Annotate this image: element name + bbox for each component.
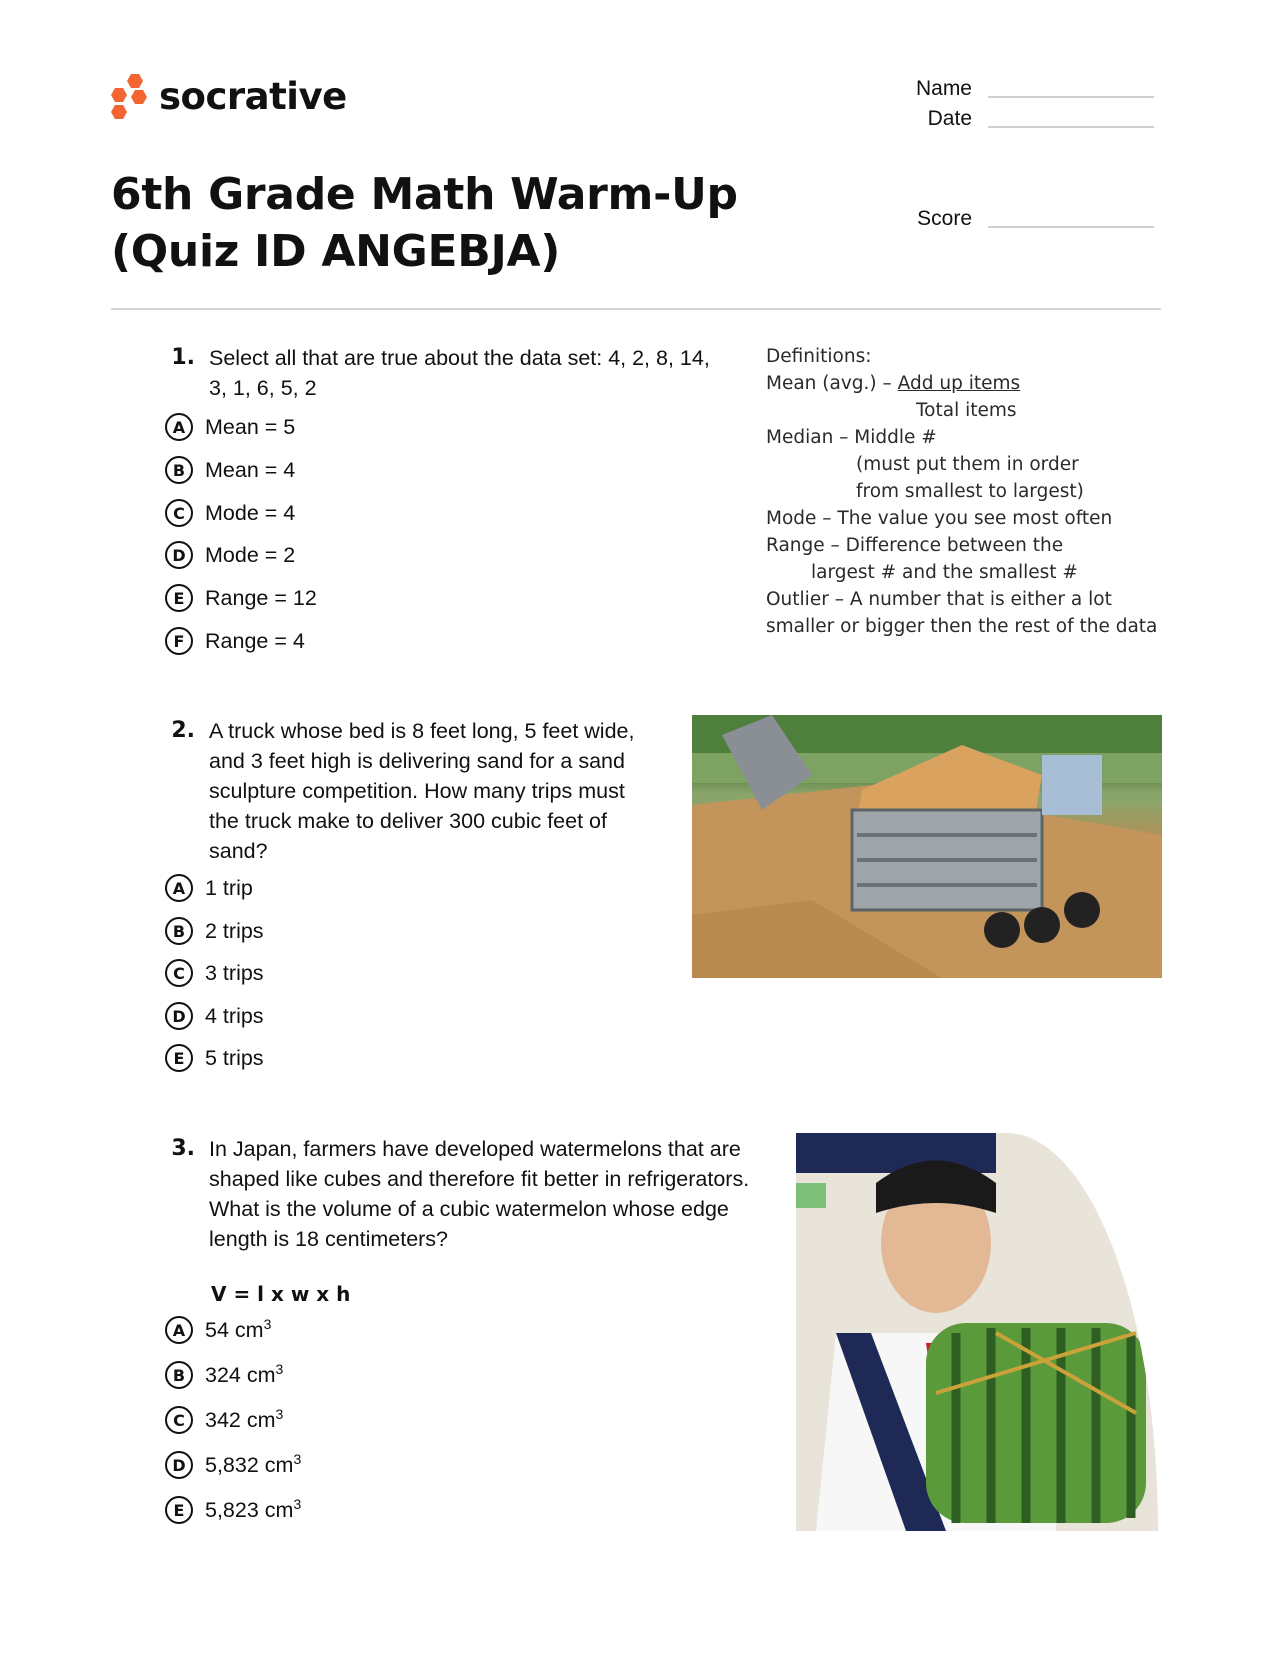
option-label: 3 trips (205, 960, 264, 985)
hexagon-cluster-icon (111, 72, 149, 120)
option-label: 4 trips (205, 1003, 264, 1028)
watermelon-illustration (796, 1133, 1158, 1531)
option-e[interactable] (165, 1041, 264, 1075)
option-bubble[interactable]: F (165, 627, 193, 655)
option-label: Mean = 5 (205, 414, 296, 439)
option-c[interactable] (165, 496, 317, 530)
mean-term: Mean (avg.) – (766, 373, 898, 394)
option-bubble[interactable]: A (165, 413, 193, 441)
page-title: 6th Grade Math Warm-Up (Quiz ID ANGEBJA) (111, 169, 738, 277)
option-bubble[interactable]: C (165, 959, 193, 987)
option-bubble[interactable]: D (165, 541, 193, 569)
option-label: Range = 4 (205, 628, 305, 653)
question-text: A truck whose bed is 8 feet long, 5 feet wide, and 3 feet high is delivering sand for a sand sculpture competition. How many trips must the truck make to deliver 300 cubic feet of sand? (209, 719, 635, 863)
option-bubble[interactable]: C (165, 499, 193, 527)
option-label: 54 $cm^3$ (205, 1316, 272, 1343)
mean-numerator: Add up items (897, 373, 1021, 394)
option-bubble[interactable]: C (165, 1406, 193, 1434)
question-number: 3. (171, 1136, 195, 1161)
median-note-1: (must put them in order (856, 454, 1079, 475)
question-text: In Japan, farmers have developed watermelons that are shaped like cubes and therefore fit better in refrigerators. What is the volume of a cubic watermelon whose edge length is 18 centimeters? (209, 1137, 750, 1251)
option-bubble[interactable]: B (165, 917, 193, 945)
question-text: Select all that are true about the data set: 4, 2, 8, 14, 3, 1, 6, 5, 2 (209, 346, 710, 400)
definitions-image (766, 343, 1166, 640)
option-a[interactable] (165, 410, 317, 444)
option-bubble[interactable]: E (165, 584, 193, 612)
option-f[interactable] (165, 624, 317, 658)
definition-mode: Mode – The value you see most often (766, 508, 1113, 529)
option-bubble[interactable]: D (165, 1002, 193, 1030)
definition-outlier: Outlier – A number that is either a lot (766, 589, 1112, 610)
option-bubble[interactable]: B (165, 456, 193, 484)
definition-outlier-cont: smaller or bigger then the rest of the data (766, 616, 1158, 637)
question-2-options (165, 871, 264, 1075)
question-number: 2. (171, 718, 195, 743)
option-bubble[interactable]: B (165, 1361, 193, 1389)
name-field[interactable] (902, 78, 1154, 99)
volume-formula: V = l x w x h (211, 1282, 351, 1306)
question-1 (165, 343, 735, 403)
option-label: 324 $cm^3$ (205, 1361, 284, 1388)
option-label: Range = 12 (205, 585, 317, 610)
truck-illustration (692, 715, 1162, 978)
option-bubble[interactable]: E (165, 1044, 193, 1072)
name-input-line[interactable] (988, 96, 1154, 98)
mean-denominator: Total items (916, 400, 1017, 421)
question-1-options (165, 410, 317, 658)
option-label: 5,823 $cm^3$ (205, 1496, 302, 1523)
option-c[interactable] (165, 956, 264, 990)
question-3-options (165, 1313, 301, 1527)
brand-name: socrative (159, 74, 347, 118)
option-b[interactable] (165, 914, 264, 948)
definition-range: Range – Difference between the (766, 535, 1064, 556)
definitions-heading: Definitions: (766, 346, 872, 367)
median-note-2: from smallest to largest) (856, 481, 1084, 502)
score-input-line[interactable] (988, 226, 1154, 228)
option-a[interactable] (165, 871, 264, 905)
option-label: 5,832 $cm^3$ (205, 1451, 302, 1478)
option-label: Mean = 4 (205, 457, 296, 482)
option-bubble[interactable]: A (165, 874, 193, 902)
option-bubble[interactable]: D (165, 1451, 193, 1479)
option-bubble[interactable]: A (165, 1316, 193, 1344)
question-3 (165, 1134, 785, 1306)
question-2 (165, 716, 665, 866)
dump-truck-photo (692, 715, 1162, 978)
header-divider (111, 308, 1161, 310)
option-a[interactable] (165, 1313, 301, 1347)
score-label: Score (917, 207, 972, 230)
socrative-logo (111, 72, 347, 120)
definition-range-cont: largest # and the smallest # (811, 562, 1078, 583)
option-label: Mode = 4 (205, 500, 296, 525)
option-b[interactable] (165, 453, 317, 487)
score-field[interactable] (902, 208, 1154, 229)
definition-median: Median – Middle # (766, 427, 937, 448)
option-label: Mode = 2 (205, 542, 296, 567)
option-e[interactable] (165, 581, 317, 615)
option-label: 5 trips (205, 1045, 264, 1070)
cubic-watermelon-photo (796, 1133, 1158, 1531)
question-number: 1. (171, 345, 195, 370)
name-label: Name (915, 77, 972, 100)
option-label: 2 trips (205, 918, 264, 943)
definition-mean (766, 370, 1166, 397)
option-bubble[interactable]: E (165, 1496, 193, 1524)
option-label: 342 $cm^3$ (205, 1406, 284, 1433)
option-d[interactable] (165, 538, 317, 572)
option-d[interactable] (165, 1448, 301, 1482)
option-label: 1 trip (205, 875, 253, 900)
option-b[interactable] (165, 1358, 301, 1392)
option-e[interactable] (165, 1493, 301, 1527)
option-d[interactable] (165, 999, 264, 1033)
date-label: Date (927, 107, 972, 130)
date-input-line[interactable] (988, 126, 1154, 128)
date-field[interactable] (902, 108, 1154, 129)
option-c[interactable] (165, 1403, 301, 1437)
